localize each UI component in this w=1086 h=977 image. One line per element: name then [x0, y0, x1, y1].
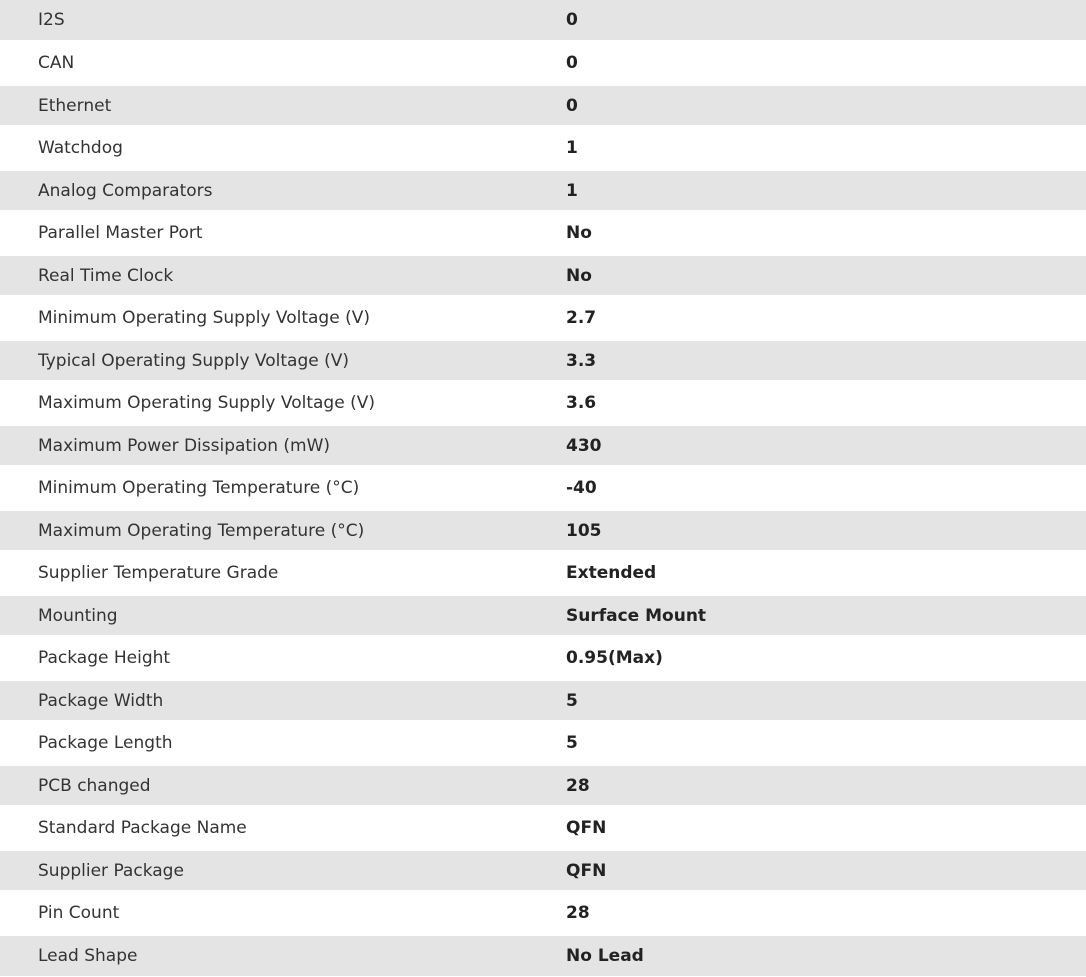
spec-row-watchdog — [0, 125, 1086, 171]
spec-row-min-supply-voltage — [0, 295, 1086, 341]
spec-label: Pin Count — [38, 903, 120, 923]
spec-value: No — [566, 265, 592, 286]
spec-value: 5 — [566, 733, 578, 753]
spec-label: Ethernet — [38, 95, 112, 116]
spec-value: 1 — [566, 138, 578, 158]
spec-label: Typical Operating Supply Voltage (V) — [38, 350, 349, 371]
spec-value: 0 — [566, 10, 578, 30]
spec-row-package-width — [0, 681, 1086, 720]
spec-label: PCB changed — [38, 775, 151, 796]
spec-label: Minimum Operating Supply Voltage (V) — [38, 308, 370, 328]
spec-label: Package Length — [38, 733, 173, 753]
spec-row-package-length — [0, 720, 1086, 766]
spec-row-analog-comparators — [0, 171, 1086, 210]
spec-label: Lead Shape — [38, 946, 138, 966]
spec-value: 3.6 — [566, 393, 597, 413]
spec-value: No Lead — [566, 946, 644, 966]
spec-label: Analog Comparators — [38, 180, 213, 201]
spec-value: 3.3 — [566, 350, 597, 371]
spec-value: 2.7 — [566, 308, 597, 328]
spec-row-parallel-master-port — [0, 210, 1086, 256]
spec-label: Package Width — [38, 690, 164, 711]
spec-value: Extended — [566, 563, 657, 583]
spec-row-max-supply-voltage — [0, 380, 1086, 426]
spec-row-pcb-changed — [0, 766, 1086, 805]
spec-row-supplier-package — [0, 851, 1086, 890]
spec-label: Real Time Clock — [38, 265, 174, 286]
spec-row-package-height — [0, 635, 1086, 681]
spec-value: 28 — [566, 775, 590, 796]
spec-label: CAN — [38, 53, 75, 73]
spec-label: Minimum Operating Temperature (°C) — [38, 478, 360, 498]
spec-label: I2S — [38, 10, 65, 30]
spec-value: QFN — [566, 818, 607, 838]
spec-value: No — [566, 223, 592, 243]
spec-row-standard-package-name — [0, 805, 1086, 851]
spec-value: 105 — [566, 520, 602, 541]
spec-row-min-operating-temperature — [0, 465, 1086, 511]
spec-label: Maximum Operating Temperature (°C) — [38, 520, 365, 541]
spec-row-can — [0, 40, 1086, 86]
spec-value: 0.95(Max) — [566, 648, 663, 668]
spec-value: 5 — [566, 690, 578, 711]
spec-row-lead-shape — [0, 936, 1086, 976]
spec-value: 430 — [566, 435, 602, 456]
spec-value: -40 — [566, 478, 597, 498]
spec-label: Package Height — [38, 648, 171, 668]
spec-label: Supplier Temperature Grade — [38, 563, 279, 583]
spec-label: Standard Package Name — [38, 818, 247, 838]
spec-label: Watchdog — [38, 138, 123, 158]
spec-value: 1 — [566, 180, 578, 201]
spec-value: QFN — [566, 860, 607, 881]
spec-value: Surface Mount — [566, 605, 707, 626]
spec-row-max-power-dissipation — [0, 426, 1086, 465]
spec-row-mounting — [0, 596, 1086, 635]
spec-value: 28 — [566, 903, 590, 923]
spec-row-typ-supply-voltage — [0, 341, 1086, 380]
spec-label: Supplier Package — [38, 860, 184, 881]
spec-row-supplier-temperature-grade — [0, 550, 1086, 596]
spec-row-ethernet — [0, 86, 1086, 125]
spec-row-max-operating-temperature — [0, 511, 1086, 550]
spec-label: Parallel Master Port — [38, 223, 203, 243]
spec-value: 0 — [566, 53, 578, 73]
spec-label: Mounting — [38, 605, 118, 626]
spec-label: Maximum Power Dissipation (mW) — [38, 435, 331, 456]
spec-row-real-time-clock — [0, 256, 1086, 295]
spec-row-i2s — [0, 0, 1086, 40]
spec-value: 0 — [566, 95, 578, 116]
spec-label: Maximum Operating Supply Voltage (V) — [38, 393, 375, 413]
spec-row-pin-count — [0, 890, 1086, 936]
